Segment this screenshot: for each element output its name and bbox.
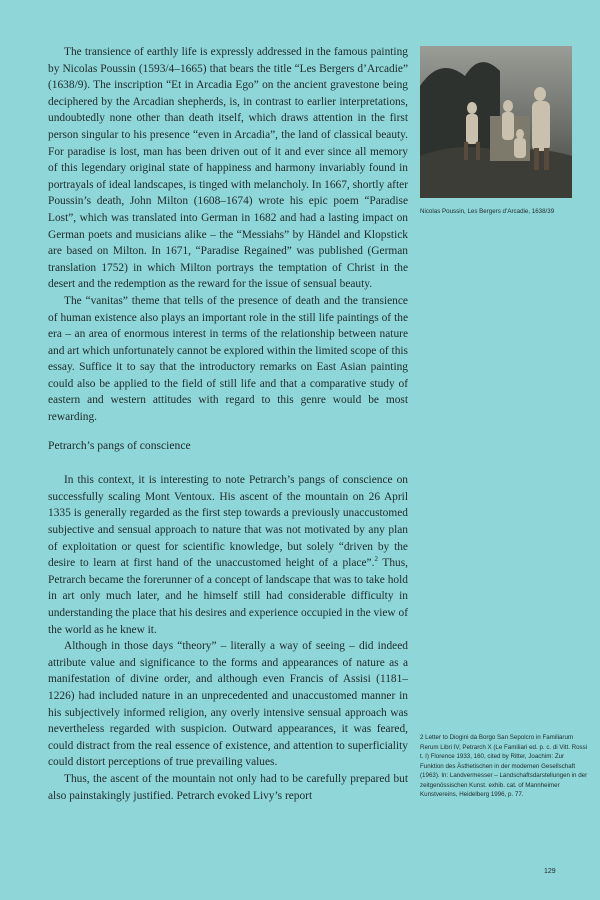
body-paragraph: The transience of earthly life is expressly addressed in the famous painting by Nicolas Poussin (1593/4–1665) that bears the title “Les Bergers d’Arcadie” (1638/9). The inscription “Et in Arcadia Ego” on the ancient gravestone being deciphered by the Arcadian shepherds, is, in contrast to earlier interpretations, undoubtedly none other than death itself, which draws attention in the first person singular to his presence “even in Arcadia”, the land of classical beauty. For paradise is lost, man has been driven out of it and ever since all memory of this legendary original state of happiness and harmony invariably found in portrayals of ideal landscapes, is tinged with melancholy. In 1667, shortly after Poussin’s death, John Milton (1608–1674) wrote his epic poem “Paradise Lost”, which was translated into German in 1682 and had a lasting impact on German poets and musicians alike – the “Messiahs” by Händel and Klopstick are based on Milton. In 1671, “Paradise Regained” was published (German translation 1752) in which Milton portrays the temptation of Christ in the desert and the redemption as the reward for the issue of sensual beauty. — [48, 46, 408, 291]
main-text-column — [48, 44, 408, 804]
paragraph-text: Thus, Petrarch became the forerunner of a concept of landscape that was to take hold in art only much later, and he himself still had considerable difficulty in understanding the place that his desires and experience occupied in the view of the world as he knew it. — [48, 557, 408, 636]
footnote: 2 Letter to Diogini da Borgo San Sepolcro in Familiarum Rerum Libri IV, Petrarch X (Le Familiari ed. p. c. di Vitt. Rossi t. I) Florence 1933, 160, cited by Ritter, Joachim: Zur Funktion des Ästhetischen in der modernen Gesellschaft (1963). In: Landvermesser – Landschaftsdarstellungen in der zeitgenössischen Kunst. exhib. cat. of Mannheimer Kunstvereins, Heidelberg 1996, p. 77. — [420, 734, 588, 798]
body-paragraph: Thus, the ascent of the mountain not only had to be carefully prepared but also painstakingly justified. Petrarch evoked Livy’s report — [48, 772, 408, 802]
page-number: 129 — [544, 868, 556, 875]
body-paragraph: The “vanitas” theme that tells of the presence of death and the transience of human existence also plays an important role in the still life paintings of the era – an area of enormous interest in terms of the relationship between nature and art which unfortunately cannot be explored within the limited scope of this essay. Suffice it to say that the introductory remarks on East Asian painting could also be applied to the field of still life and that a comparative study of eastern and western attitudes with regard to this genre would be most rewarding. — [48, 294, 408, 424]
painting-image — [420, 46, 572, 198]
body-paragraph: Although in those days “theory” – literally a way of seeing – did indeed attribute value and significance to the forms and appearances of nature as a manifestation of divine order, and although even Francis of Assisi (1181–1226) had included nature in an unprecedented and unaccustomed manner in his subjectively informed religion, any overly intensive sensual approach was nevertheless regarded with suspicion. Outward appearances, it was feared, could distract from the real essence of existence, and attention to superficiality could distort perceptions of true prevailing values. — [48, 640, 408, 769]
figure-caption: Nicolas Poussin, Les Bergers d’Arcadie, 1638/39 — [420, 208, 555, 215]
paragraph-text: In this context, it is interesting to note Petrarch’s pangs of conscience on successfully scaling Mont Ventoux. His ascent of the mountain on 26 April 1335 is generally regarded as the first step towards a previously unaccustomed subjective and sensual approach to nature that was not motivated by any plan of exploitation or quest for scientific knowledge, but solely “driven by the desire to learn at first hand of the unaccustomed height of a place”. — [48, 474, 408, 570]
body-paragraph — [48, 472, 408, 638]
section-heading: Petrarch’s pangs of conscience — [48, 438, 191, 452]
painting-illustration — [420, 46, 572, 198]
footnote-reference: 2 — [374, 555, 378, 564]
